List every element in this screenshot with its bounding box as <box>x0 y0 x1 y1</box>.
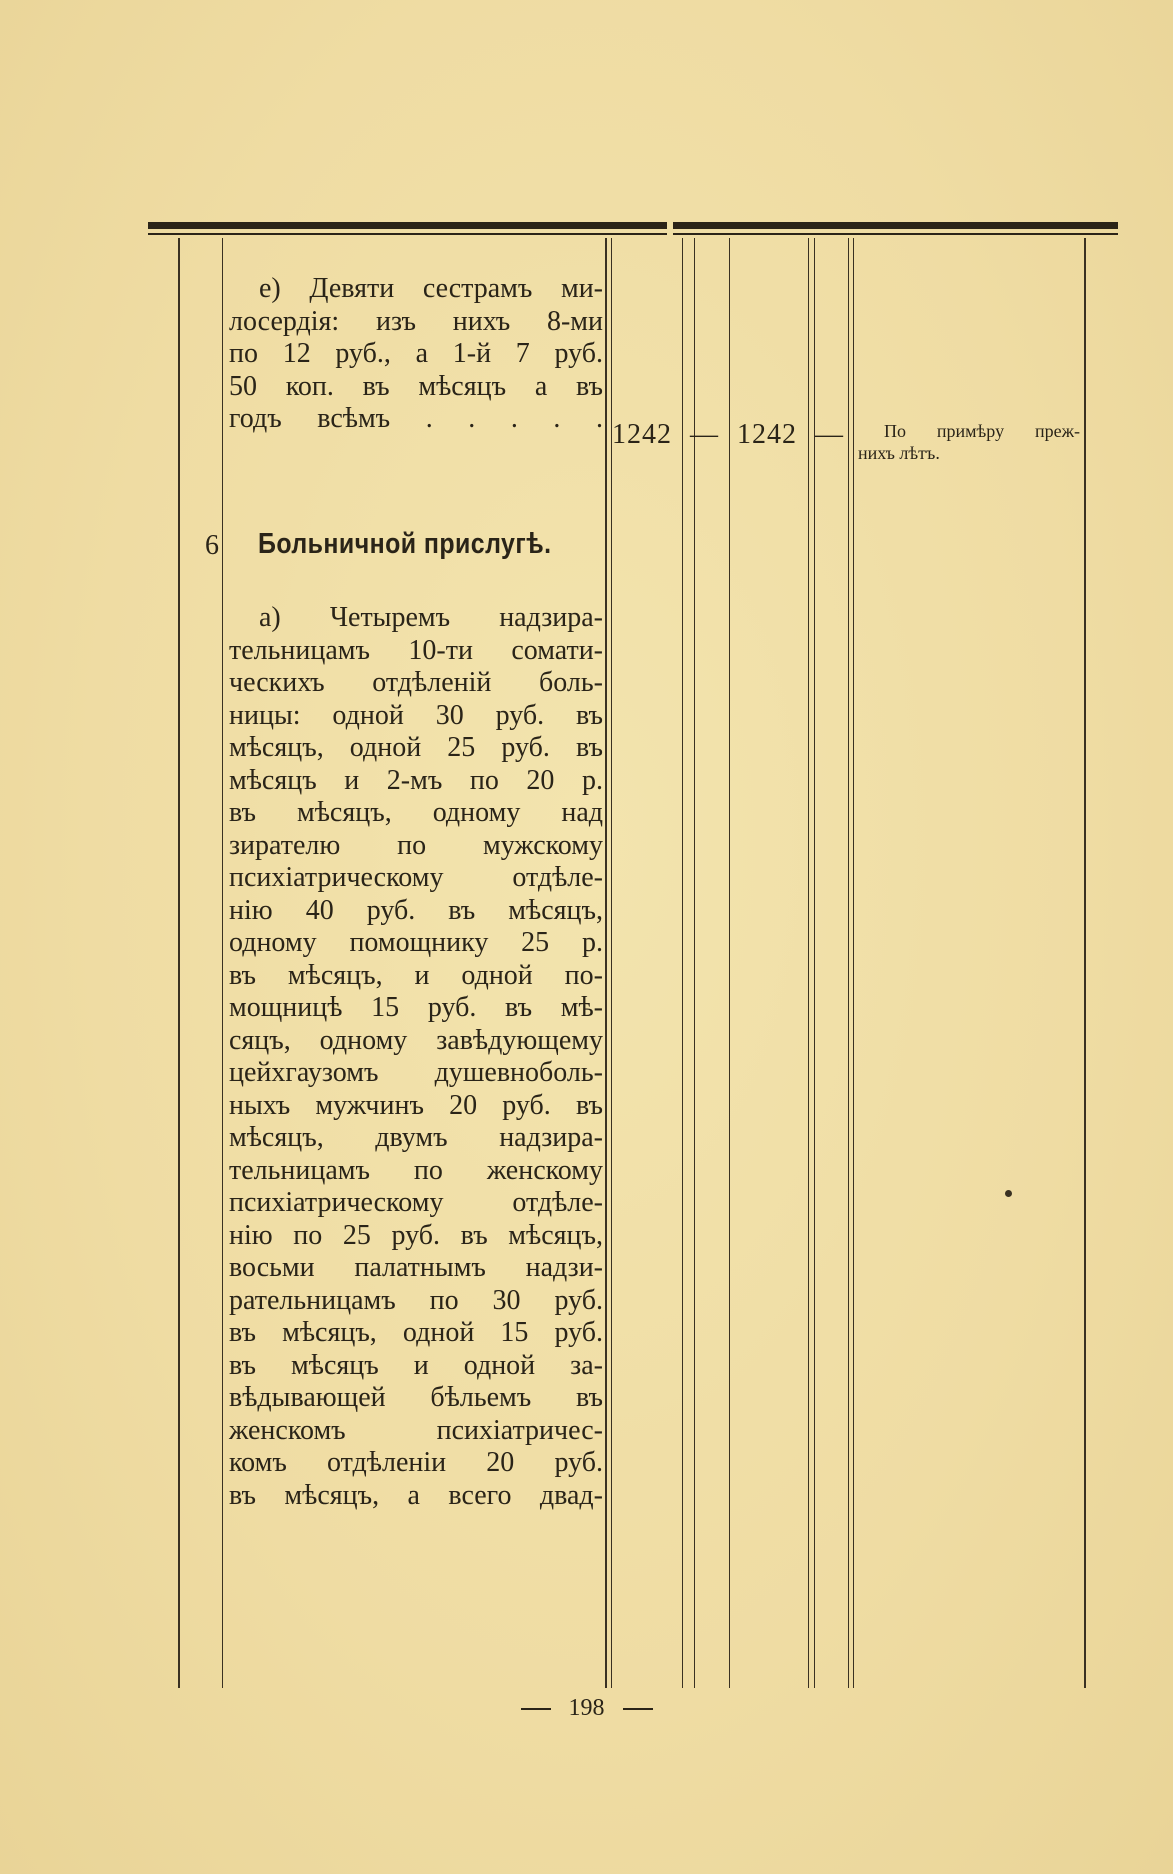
text-line: психіатрическому отдѣле- <box>229 1187 603 1218</box>
entry-e-text <box>229 273 603 436</box>
column-line <box>853 238 854 1688</box>
top-rule-gap <box>667 220 673 236</box>
top-rule-thin <box>148 233 1118 235</box>
text-line: годъ всѣмъ . . . . . <box>229 403 603 434</box>
text-line: въ мѣсяцъ и одной за- <box>229 1349 603 1381</box>
text-line: комъ отдѣленіи 20 руб. <box>229 1447 603 1478</box>
note-line: По примѣру преж- <box>884 421 1080 441</box>
text-line: мѣсяцъ, двумъ надзира- <box>229 1122 603 1153</box>
text-line: восьми палатнымъ надзи- <box>229 1252 603 1283</box>
column-line <box>178 238 180 1688</box>
text-line: сяцъ, одному завѣдующему <box>229 1024 603 1056</box>
amount-column-2: 1242 <box>737 419 797 450</box>
page-number: 198 <box>568 1695 605 1721</box>
text-line: мѣсяцъ и 2-мъ по 20 р. <box>229 764 603 796</box>
text-line: одному помощнику 25 р. <box>229 927 603 958</box>
text-line: ческихъ отдѣленій боль- <box>229 667 603 698</box>
note-line: нихъ лѣтъ. <box>858 443 940 463</box>
text-line: психіатрическому отдѣле- <box>229 862 603 893</box>
text-line: женскомъ психіатричес- <box>229 1414 603 1446</box>
column-line <box>222 238 223 1688</box>
footer-dash-left <box>521 1708 551 1710</box>
column-line <box>605 238 607 1688</box>
column-line <box>694 238 695 1688</box>
text-line: лосердія: изъ нихъ 8-ми <box>229 305 603 337</box>
text-line: въ мѣсяцъ, одному над <box>229 797 603 828</box>
column-line <box>808 238 809 1688</box>
page-footer <box>0 1695 1173 1722</box>
text-line: въ мѣсяцъ, одной 15 руб. <box>229 1317 603 1348</box>
column-line <box>848 238 849 1688</box>
row-number: 6 <box>205 530 219 561</box>
text-line: по 12 руб., а 1-й 7 руб. <box>229 338 603 369</box>
text-line: е) Девяти сестрамъ ми- <box>259 273 603 304</box>
dash-column-1: — <box>690 419 718 450</box>
text-line: рательницамъ по 30 руб. <box>229 1284 603 1316</box>
column-line <box>611 238 612 1688</box>
text-line: вѣдывающей бѣльемъ въ <box>229 1382 603 1413</box>
text-line: мощницѣ 15 руб. въ мѣ- <box>229 992 603 1023</box>
column-line <box>682 238 683 1688</box>
entry-a-text <box>229 602 603 1512</box>
text-line: зирателю по мужскому <box>229 829 603 861</box>
amount-column-1: 1242 <box>612 419 672 450</box>
dash-column-2: — <box>815 419 843 450</box>
section-heading: Больничной прислугѣ. <box>258 528 552 560</box>
text-line: въ мѣсяцъ, а всего двад- <box>229 1479 603 1511</box>
text-line: нію 40 руб. въ мѣсяцъ, <box>229 894 603 926</box>
text-line: ницы: одной 30 руб. въ <box>229 699 603 731</box>
text-line: тельницамъ по женскому <box>229 1154 603 1186</box>
text-line: въ мѣсяцъ, и одной по- <box>229 959 603 991</box>
text-line: нію по 25 руб. въ мѣсяцъ, <box>229 1219 603 1251</box>
text-line: цейхгаузомъ душевноболь- <box>229 1057 603 1088</box>
text-line: а) Четыремъ надзира- <box>259 602 603 633</box>
ink-speck <box>1005 1190 1012 1197</box>
top-rule-thick <box>148 222 1118 229</box>
text-line: тельницамъ 10-ти сомати- <box>229 634 603 666</box>
column-line <box>1084 238 1086 1688</box>
text-line: мѣсяцъ, одной 25 руб. въ <box>229 732 603 763</box>
text-line: ныхъ мужчинъ 20 руб. въ <box>229 1089 603 1121</box>
column-line <box>814 238 815 1688</box>
text-line: 50 коп. въ мѣсяцъ а въ <box>229 370 603 402</box>
column-line <box>729 238 730 1688</box>
footer-dash-right <box>623 1708 653 1710</box>
remarks-note <box>858 420 1080 464</box>
